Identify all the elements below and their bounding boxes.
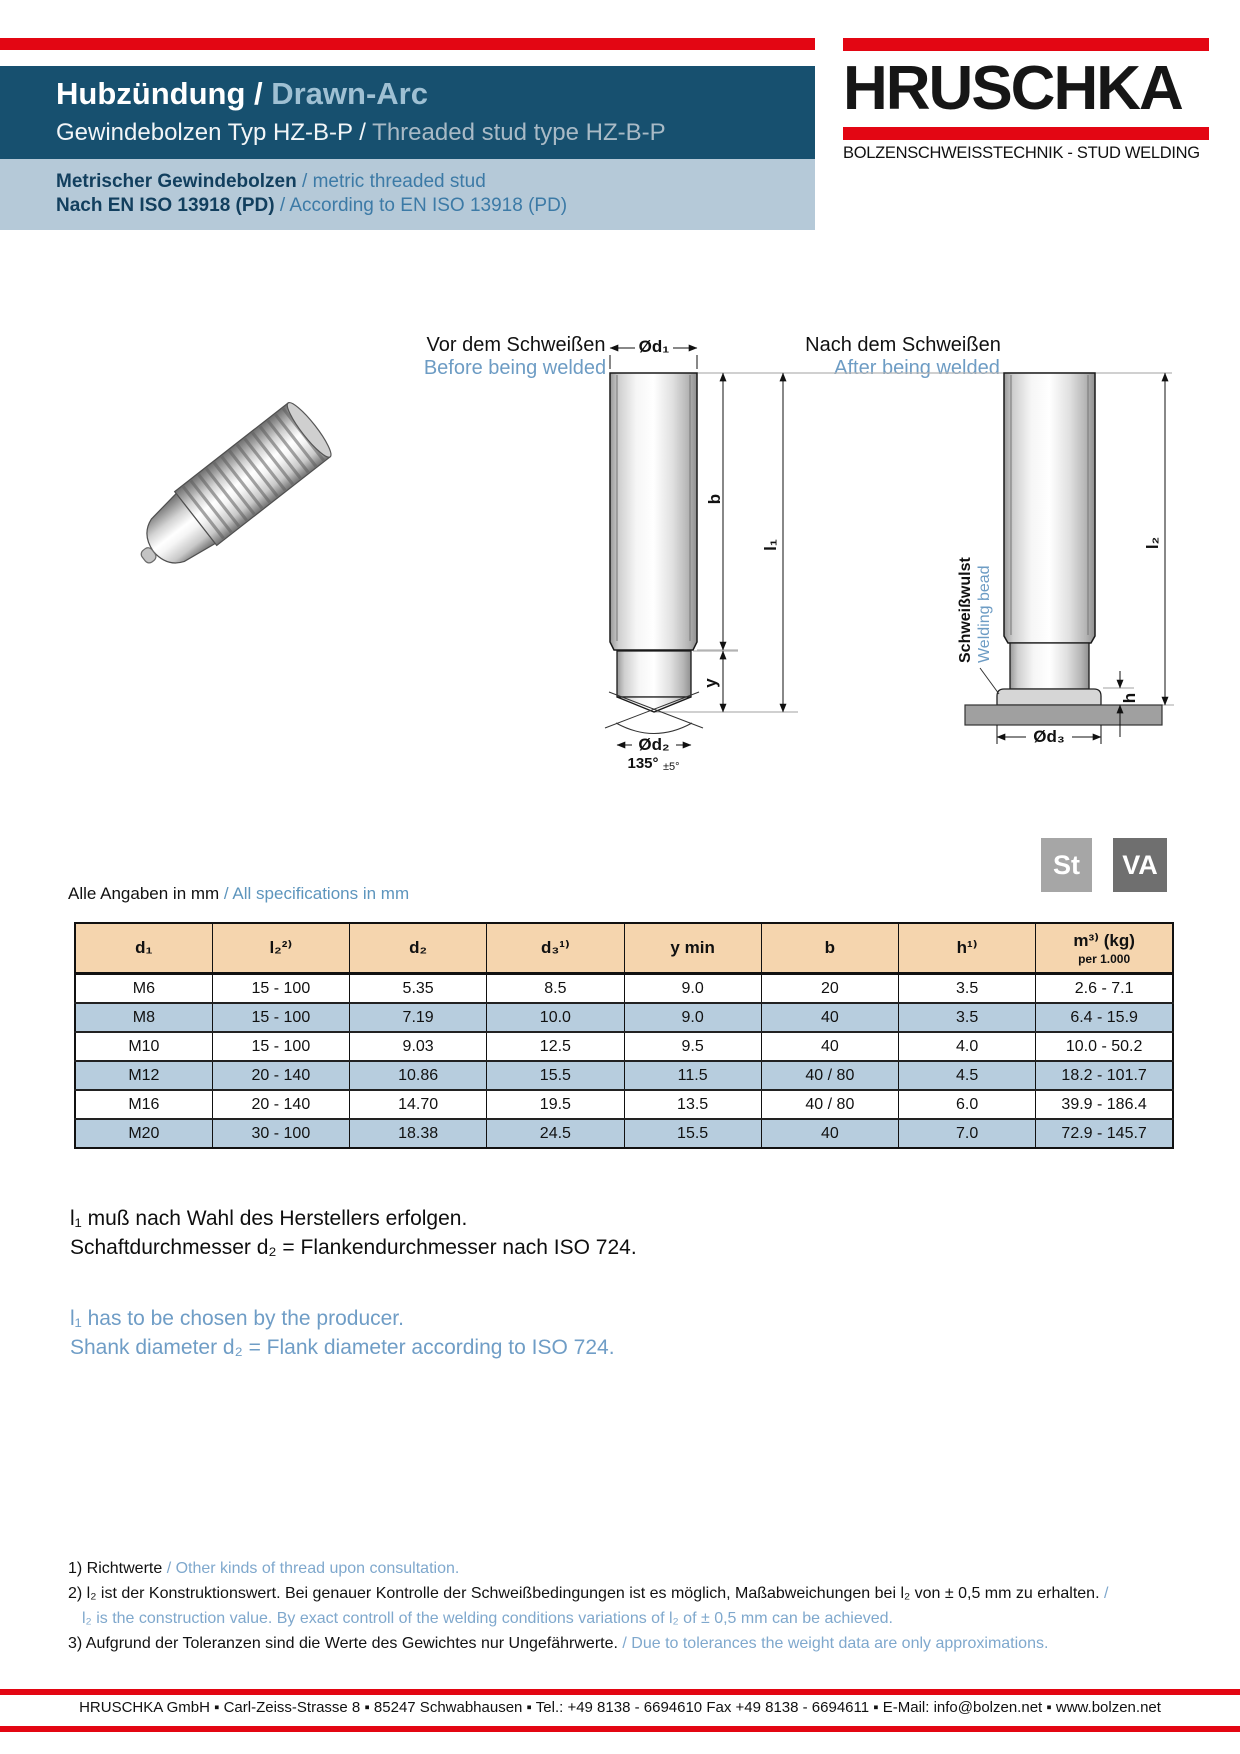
before-welding-label-en: Before being welded	[423, 357, 607, 379]
logo-red-bar-bottom	[843, 127, 1209, 140]
angle-tolerance-label: ±5°	[663, 761, 680, 773]
col-header-ymin: y min	[624, 923, 761, 974]
dim-l1-label: l₁	[761, 539, 780, 551]
table-cell: 15 - 100	[212, 1032, 349, 1061]
logo-red-bar-top	[843, 38, 1209, 51]
table-cell: 2.6 - 7.1	[1036, 974, 1173, 1004]
col-header-m: m³⁾ (kg) per 1.000	[1036, 923, 1173, 974]
table-row	[75, 974, 1173, 1004]
subtitle-de: Gewindebolzen Typ HZ-B-P /	[56, 119, 373, 146]
table-cell: 9.0	[624, 974, 761, 1004]
notes-german	[70, 1204, 637, 1262]
footer-red-bar-top	[0, 1689, 1240, 1695]
table-cell: 24.5	[487, 1119, 624, 1148]
table-row	[75, 1119, 1173, 1148]
table-cell: 15 - 100	[212, 974, 349, 1004]
table-cell: 40	[761, 1119, 898, 1148]
table-cell: 9.5	[624, 1032, 761, 1061]
band-line1: Metrischer Gewindebolzen / metric threaded stud	[56, 171, 486, 192]
table-cell: M12	[75, 1061, 212, 1090]
table-cell: 3.5	[899, 974, 1036, 1004]
band-line2: Nach EN ISO 13918 (PD) / According to EN ISO 13918 (PD)	[56, 195, 568, 216]
units-caption-de: Alle Angaben in mm	[68, 884, 220, 903]
table-cell: 10.0 - 50.2	[1036, 1032, 1173, 1061]
before-welding-label-de: Vor dem Schweißen	[426, 334, 606, 356]
dim-d2-label: Ød₂	[638, 735, 670, 754]
note-en-1: l₁ has to be chosen by the producer.	[70, 1307, 404, 1330]
subtitle-en: Threaded stud type HZ-B-P	[372, 119, 666, 146]
col-header-d2: d₂	[350, 923, 487, 974]
table-cell: 13.5	[624, 1090, 761, 1119]
material-badge-steel: St	[1041, 838, 1092, 892]
angle-label: 135°	[627, 755, 659, 772]
dim-l2-label: l₂	[1143, 536, 1162, 550]
weld-bead-shape	[997, 689, 1101, 705]
col-header-m-sub: per 1.000	[1078, 951, 1131, 966]
dim-y-label: y	[701, 678, 720, 688]
technical-drawing	[60, 285, 1200, 785]
dim-d3-label: Ød₃	[1033, 727, 1065, 746]
table-body	[75, 974, 1173, 1149]
footer-red-bar-bottom	[0, 1726, 1240, 1732]
table-cell: 20 - 140	[212, 1061, 349, 1090]
col-header-d1: d₁	[75, 923, 212, 974]
table-cell: 20	[761, 974, 898, 1004]
table-cell: 7.0	[899, 1119, 1036, 1148]
extension-lines	[654, 373, 1174, 712]
table-cell: M20	[75, 1119, 212, 1148]
note-de-2: Schaftdurchmesser d₂ = Flankendurchmesser nach ISO 724.	[70, 1236, 637, 1259]
units-caption	[68, 884, 409, 904]
table-cell: 14.70	[350, 1090, 487, 1119]
table-cell: 19.5	[487, 1090, 624, 1119]
stud-before-drawing	[605, 373, 703, 734]
logo-brand-name: HRUSCHKA	[843, 54, 1182, 123]
col-header-d3: d₃¹⁾	[487, 923, 624, 974]
table-cell: 6.0	[899, 1090, 1036, 1119]
table-cell: 12.5	[487, 1032, 624, 1061]
table-cell: 10.86	[350, 1061, 487, 1090]
footnote-2: 2) l₂ ist der Konstruktionswert. Bei genauer Kontrolle der Schweißbedingungen ist es möglich, Maßabweichungen bei l₂ von ± 0,5 mm zu erhalten. /	[68, 1585, 1109, 1602]
table-cell: 40	[761, 1003, 898, 1032]
table-header-row	[75, 923, 1173, 974]
table-row	[75, 1090, 1173, 1119]
table-cell: 7.19	[350, 1003, 487, 1032]
table-cell: 15.5	[487, 1061, 624, 1090]
note-en-2: Shank diameter d₂ = Flank diameter according to ISO 724.	[70, 1336, 615, 1359]
footnotes	[68, 1556, 1108, 1656]
dim-h-label: h	[1120, 692, 1139, 704]
dim-d1-label: Ød₁	[638, 337, 670, 356]
table-cell: 40 / 80	[761, 1061, 898, 1090]
title-de: Hubzündung /	[56, 76, 272, 111]
table-cell: 40	[761, 1032, 898, 1061]
material-badge-stainless: VA	[1113, 838, 1167, 892]
table-cell: 39.9 - 186.4	[1036, 1090, 1173, 1119]
after-welding-label-de: Nach dem Schweißen	[805, 334, 1001, 356]
footnote-2-english: l₂ is the construction value. By exact controll of the welding conditions variations of l₂ of ± 0,5 mm can be achieved.	[82, 1610, 893, 1627]
page-title	[56, 76, 815, 112]
table-cell: M10	[75, 1032, 212, 1061]
title-block	[0, 66, 815, 159]
table-cell: 8.5	[487, 974, 624, 1004]
after-welding-label-en: After being welded	[834, 357, 1000, 379]
table-cell: 10.0	[487, 1003, 624, 1032]
dim-b-label: b	[705, 493, 724, 505]
table-cell: 9.0	[624, 1003, 761, 1032]
logo-tagline: BOLZENSCHWEISSTECHNIK - STUD WELDING	[843, 144, 1200, 162]
table-cell: 20 - 140	[212, 1090, 349, 1119]
col-header-h: h¹⁾	[899, 923, 1036, 974]
table-row	[75, 1003, 1173, 1032]
table-cell: M6	[75, 974, 212, 1004]
table-cell: 15.5	[624, 1119, 761, 1148]
table-cell: 11.5	[624, 1061, 761, 1090]
table-cell: 18.38	[350, 1119, 487, 1148]
weld-bead-leader-line	[980, 668, 999, 694]
specification-table	[74, 922, 1174, 1149]
table-cell: 6.4 - 15.9	[1036, 1003, 1173, 1032]
col-header-l2: l₂²⁾	[212, 923, 349, 974]
notes-english	[70, 1304, 615, 1362]
standard-band	[0, 159, 815, 230]
title-en: Drawn-Arc	[271, 76, 428, 111]
company-logo	[843, 38, 1209, 163]
top-red-stripe	[0, 38, 815, 50]
weld-bead-label-en: Welding bead	[976, 565, 993, 663]
table-cell: 3.5	[899, 1003, 1036, 1032]
table-cell: M16	[75, 1090, 212, 1119]
table-row	[75, 1061, 1173, 1090]
table-cell: 9.03	[350, 1032, 487, 1061]
footnote-1: 1) Richtwerte / Other kinds of thread upon consultation.	[68, 1560, 460, 1577]
table-cell: 30 - 100	[212, 1119, 349, 1148]
table-cell: 72.9 - 145.7	[1036, 1119, 1173, 1148]
footnote-3: 3) Aufgrund der Toleranzen sind die Werte des Gewichtes nur Ungefährwerte. / Due to tolerances the weight data are only approximations.	[68, 1635, 1049, 1652]
note-de-1: l₁ muß nach Wahl des Herstellers erfolgen.	[70, 1207, 468, 1230]
table-cell: 40 / 80	[761, 1090, 898, 1119]
table-row	[75, 1032, 1173, 1061]
table-cell: 5.35	[350, 974, 487, 1004]
table-cell: 4.5	[899, 1061, 1036, 1090]
table-cell: 4.0	[899, 1032, 1036, 1061]
table-cell: 15 - 100	[212, 1003, 349, 1032]
footer-contact: HRUSCHKA GmbH ▪ Carl-Zeiss-Strasse 8 ▪ 85247 Schwabhausen ▪ Tel.: +49 8138 - 6694610 Fax +49 8138 - 6694611 ▪ E-Mail: info@bolzen.net ▪ www.bolzen.net	[79, 1699, 1161, 1716]
col-header-b: b	[761, 923, 898, 974]
table-cell: 18.2 - 101.7	[1036, 1061, 1173, 1090]
base-plate	[965, 705, 1162, 725]
units-caption-en: / All specifications in mm	[219, 884, 410, 903]
stud-after-drawing	[965, 373, 1162, 725]
table-cell: M8	[75, 1003, 212, 1032]
page-subtitle	[56, 119, 815, 147]
weld-bead-label-de: Schweißwulst	[957, 557, 974, 663]
